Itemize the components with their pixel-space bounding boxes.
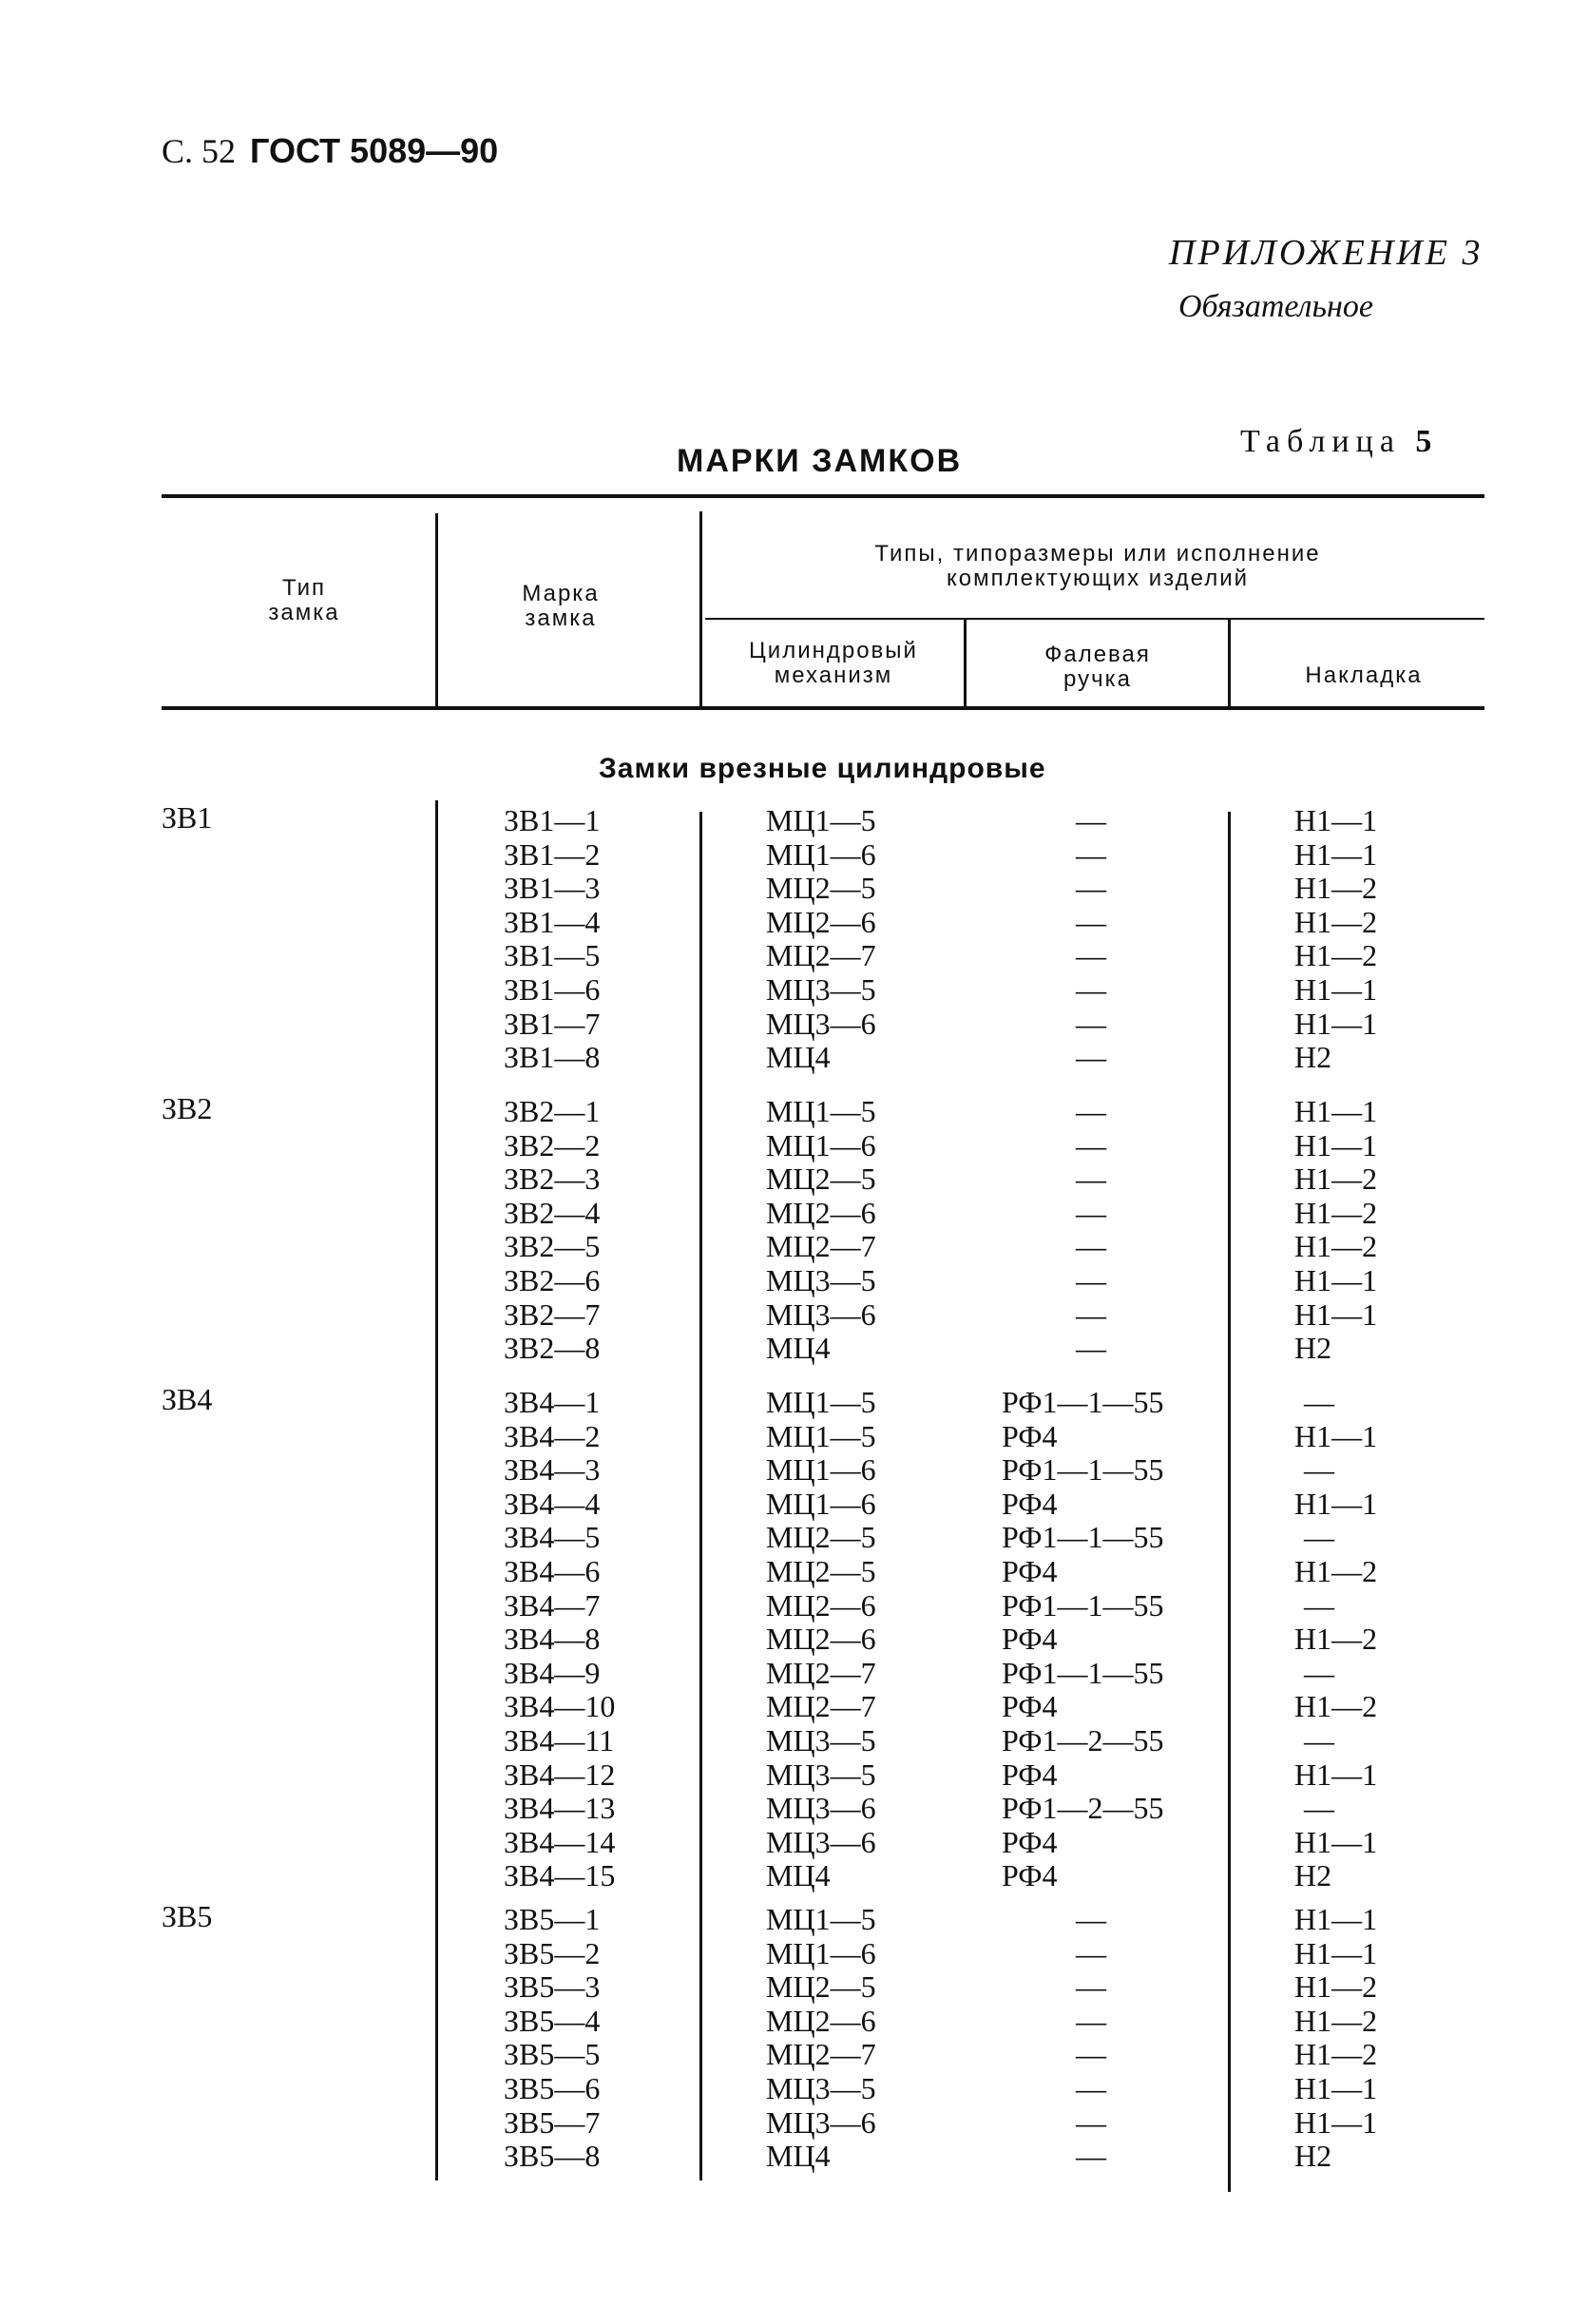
- cylinder-cell: МЦ1—6: [766, 1452, 876, 1488]
- cylinder-cell: МЦ2—6: [766, 1587, 876, 1623]
- lock-type-label: ЗВ1: [162, 800, 213, 835]
- cylinder-cell: МЦ3—6: [766, 2104, 876, 2140]
- cylinder-cell: МЦ3—5: [766, 972, 876, 1007]
- lock-mark-cell: ЗВ5—1: [504, 1902, 601, 1936]
- lock-mark-cell: ЗВ1—3: [504, 871, 601, 906]
- header-cylinder: [715, 639, 952, 688]
- header-cylinder-line1: Цилиндровый: [749, 638, 918, 663]
- handle-cell: РФ1—2—55: [1002, 1723, 1164, 1757]
- appendix-title: ПРИЛОЖЕНИЕ 3: [1169, 233, 1484, 273]
- cylinder-cell: МЦ1—5: [766, 1094, 876, 1128]
- handle-cell: РФ1—1—55: [1002, 1452, 1164, 1488]
- handle-cell: РФ1—2—55: [1002, 1791, 1164, 1826]
- cylinder-cell: МЦ1—6: [766, 1127, 876, 1162]
- handle-cell: —: [1076, 1263, 1106, 1297]
- handle-cell: РФ4: [1002, 1622, 1058, 1657]
- lock-mark-cell: ЗВ4—8: [504, 1622, 601, 1657]
- plate-cell: Н2: [1294, 1040, 1332, 1075]
- page-header: [162, 131, 498, 171]
- handle-cell: РФ4: [1002, 1858, 1058, 1893]
- plate-cell: —: [1304, 1520, 1334, 1555]
- plate-cell: Н2: [1294, 1858, 1332, 1893]
- cylinder-cell: МЦ2—5: [766, 871, 876, 906]
- table-label-text: Таблица: [1240, 424, 1401, 459]
- lock-mark-cell: ЗВ4—5: [504, 1520, 601, 1555]
- table-top-rule: [162, 494, 1484, 498]
- cylinder-cell: МЦ3—5: [766, 1723, 876, 1757]
- cylinder-cell: МЦ1—5: [766, 1418, 876, 1453]
- plate-cell: —: [1304, 1587, 1334, 1623]
- cylinder-cell: МЦ3—5: [766, 2071, 876, 2105]
- body-col-divider-1: [435, 800, 438, 2180]
- handle-cell: РФ1—1—55: [1002, 1520, 1164, 1555]
- handle-cell: РФ1—1—55: [1002, 1385, 1164, 1419]
- handle-cell: —: [1076, 2071, 1106, 2105]
- lock-mark-cell: ЗВ4—9: [504, 1655, 601, 1690]
- handle-cell: —: [1076, 1094, 1106, 1128]
- page-number: С. 52: [162, 132, 237, 170]
- body-col-divider-4: [1228, 812, 1231, 2192]
- cylinder-cell: МЦ3—5: [766, 1263, 876, 1297]
- handle-cell: —: [1076, 1195, 1106, 1230]
- handle-cell: —: [1076, 2037, 1106, 2072]
- cylinder-cell: МЦ3—6: [766, 1791, 876, 1826]
- plate-cell: Н1—2: [1294, 1554, 1378, 1588]
- cylinder-cell: МЦ3—6: [766, 1006, 876, 1041]
- handle-cell: —: [1076, 1935, 1106, 1970]
- plate-cell: Н1—1: [1294, 1006, 1378, 1041]
- cylinder-cell: МЦ1—5: [766, 803, 876, 837]
- body-col-divider-2: [699, 812, 702, 2180]
- plate-cell: Н1—1: [1294, 1296, 1378, 1332]
- cylinder-cell: МЦ4: [766, 1858, 831, 1893]
- lock-mark-cell: ЗВ1—8: [504, 1040, 601, 1075]
- plate-cell: —: [1304, 1791, 1334, 1826]
- header-cylinder-line2: механизм: [774, 663, 893, 688]
- lock-mark-cell: ЗВ1—4: [504, 904, 601, 939]
- plate-cell: Н1—1: [1294, 803, 1378, 837]
- lock-mark-cell: ЗВ4—15: [504, 1858, 616, 1893]
- plate-cell: Н1—2: [1294, 1689, 1378, 1724]
- cylinder-cell: МЦ2—7: [766, 1689, 876, 1724]
- table-number: 5: [1415, 424, 1432, 459]
- cylinder-cell: МЦ2—6: [766, 2003, 876, 2038]
- handle-cell: —: [1076, 1040, 1106, 1075]
- cylinder-cell: МЦ2—5: [766, 1162, 876, 1197]
- lock-mark-cell: ЗВ2—3: [504, 1162, 601, 1197]
- plate-cell: Н1—1: [1294, 2104, 1378, 2140]
- cylinder-cell: МЦ3—6: [766, 1824, 876, 1859]
- header-col-divider-4: [1228, 618, 1231, 708]
- cylinder-cell: МЦ2—7: [766, 2037, 876, 2072]
- handle-cell: РФ1—1—55: [1002, 1655, 1164, 1690]
- cylinder-cell: МЦ2—6: [766, 904, 876, 939]
- lock-mark-cell: ЗВ1—5: [504, 938, 601, 973]
- handle-cell: —: [1076, 1006, 1106, 1041]
- appendix-status: Обязательное: [1178, 289, 1373, 324]
- plate-cell: Н1—1: [1294, 1902, 1378, 1936]
- header-components-line2: комплектующих изделий: [946, 566, 1250, 591]
- lock-mark-cell: ЗВ4—12: [504, 1757, 616, 1792]
- cylinder-cell: МЦ4: [766, 2139, 831, 2174]
- standard-code: ГОСТ 5089—90: [250, 131, 499, 170]
- header-col-divider-1: [435, 513, 438, 708]
- plate-cell: Н1—1: [1294, 836, 1378, 872]
- lock-mark-cell: ЗВ4—10: [504, 1689, 616, 1724]
- cylinder-cell: МЦ4: [766, 1331, 831, 1366]
- cylinder-cell: МЦ2—7: [766, 1655, 876, 1690]
- section-title: Замки врезные цилиндровые: [599, 753, 1046, 784]
- handle-cell: —: [1076, 803, 1106, 837]
- lock-mark-cell: ЗВ5—6: [504, 2071, 601, 2105]
- plate-cell: Н1—1: [1294, 1935, 1378, 1970]
- plate-cell: —: [1304, 1452, 1334, 1488]
- cylinder-cell: МЦ1—6: [766, 836, 876, 872]
- lock-mark-cell: ЗВ4—3: [504, 1452, 601, 1488]
- lock-mark-cell: ЗВ2—2: [504, 1127, 601, 1162]
- handle-cell: —: [1076, 938, 1106, 973]
- cylinder-cell: МЦ1—6: [766, 1935, 876, 1970]
- cylinder-cell: МЦ4: [766, 1040, 831, 1075]
- lock-mark-cell: ЗВ2—8: [504, 1331, 601, 1366]
- header-plate: [1245, 663, 1483, 688]
- lock-mark-cell: ЗВ1—2: [504, 836, 601, 872]
- plate-cell: Н1—2: [1294, 1622, 1378, 1657]
- plate-cell: Н1—1: [1294, 2071, 1378, 2105]
- cylinder-cell: МЦ2—5: [766, 1554, 876, 1588]
- cylinder-cell: МЦ2—6: [766, 1622, 876, 1657]
- header-lock-mark-line1: Марка: [522, 581, 600, 606]
- lock-mark-cell: ЗВ2—7: [504, 1296, 601, 1332]
- plate-cell: Н1—1: [1294, 1486, 1378, 1521]
- plate-cell: Н1—2: [1294, 1162, 1378, 1197]
- plate-cell: Н1—2: [1294, 871, 1378, 906]
- lock-mark-cell: ЗВ5—2: [504, 1935, 601, 1970]
- handle-cell: —: [1076, 1127, 1106, 1162]
- header-bottom-rule: [162, 706, 1484, 710]
- header-col-divider-3: [964, 618, 967, 708]
- handle-cell: РФ1—1—55: [1002, 1587, 1164, 1623]
- lock-mark-cell: ЗВ1—7: [504, 1006, 601, 1041]
- plate-cell: Н1—2: [1294, 2003, 1378, 2038]
- components-divider-rule: [705, 618, 1484, 620]
- plate-cell: Н1—2: [1294, 904, 1378, 939]
- handle-cell: —: [1076, 972, 1106, 1007]
- handle-cell: —: [1076, 2104, 1106, 2140]
- cylinder-cell: МЦ1—5: [766, 1385, 876, 1419]
- handle-cell: РФ4: [1002, 1824, 1058, 1859]
- plate-cell: Н2: [1294, 1331, 1332, 1366]
- lock-mark-cell: ЗВ2—4: [504, 1195, 601, 1230]
- plate-cell: Н1—1: [1294, 1094, 1378, 1128]
- lock-mark-cell: ЗВ1—6: [504, 972, 601, 1007]
- handle-cell: РФ4: [1002, 1689, 1058, 1724]
- lock-mark-cell: ЗВ4—4: [504, 1486, 601, 1521]
- lock-mark-cell: ЗВ2—5: [504, 1229, 601, 1264]
- lock-mark-cell: ЗВ4—11: [504, 1723, 615, 1757]
- lock-type-label: ЗВ2: [162, 1091, 213, 1125]
- handle-cell: —: [1076, 1969, 1106, 2005]
- handle-cell: —: [1076, 1162, 1106, 1197]
- handle-cell: —: [1076, 904, 1106, 939]
- plate-cell: Н1—2: [1294, 938, 1378, 973]
- plate-cell: Н1—2: [1294, 1969, 1378, 2005]
- plate-cell: Н1—1: [1294, 972, 1378, 1007]
- header-handle-line1: Фалевая: [1044, 642, 1151, 667]
- plate-cell: Н1—1: [1294, 1127, 1378, 1162]
- plate-cell: Н2: [1294, 2139, 1332, 2174]
- plate-cell: Н1—1: [1294, 1418, 1378, 1453]
- lock-mark-cell: ЗВ2—1: [504, 1094, 601, 1128]
- cylinder-cell: МЦ1—5: [766, 1902, 876, 1936]
- header-lock-type: [209, 576, 399, 625]
- handle-cell: РФ4: [1002, 1757, 1058, 1792]
- cylinder-cell: МЦ2—6: [766, 1195, 876, 1230]
- lock-mark-cell: ЗВ4—7: [504, 1587, 601, 1623]
- handle-cell: —: [1076, 836, 1106, 872]
- header-handle-line2: ручка: [1063, 666, 1132, 692]
- cylinder-cell: МЦ2—7: [766, 938, 876, 973]
- handle-cell: —: [1076, 1331, 1106, 1366]
- cylinder-cell: МЦ2—5: [766, 1969, 876, 2005]
- plate-cell: —: [1304, 1655, 1334, 1690]
- cylinder-cell: МЦ2—5: [766, 1520, 876, 1555]
- handle-cell: —: [1076, 1229, 1106, 1264]
- cylinder-cell: МЦ1—6: [766, 1486, 876, 1521]
- plate-cell: —: [1304, 1385, 1334, 1419]
- plate-cell: Н1—1: [1294, 1824, 1378, 1859]
- cylinder-cell: МЦ3—5: [766, 1757, 876, 1792]
- lock-mark-cell: ЗВ4—6: [504, 1554, 601, 1588]
- lock-mark-cell: ЗВ5—8: [504, 2139, 601, 2174]
- lock-type-label: ЗВ5: [162, 1899, 213, 1933]
- handle-cell: РФ4: [1002, 1486, 1058, 1521]
- lock-mark-cell: ЗВ4—2: [504, 1418, 601, 1453]
- cylinder-cell: МЦ2—7: [766, 1229, 876, 1264]
- plate-cell: Н1—2: [1294, 2037, 1378, 2072]
- handle-cell: —: [1076, 871, 1106, 906]
- lock-mark-cell: ЗВ4—13: [504, 1791, 616, 1826]
- handle-cell: —: [1076, 2003, 1106, 2038]
- handle-cell: РФ4: [1002, 1554, 1058, 1588]
- header-components: [722, 542, 1473, 591]
- handle-cell: —: [1076, 2139, 1106, 2174]
- header-lock-mark-line2: замка: [525, 605, 597, 631]
- handle-cell: —: [1076, 1296, 1106, 1332]
- header-lock-mark: [466, 582, 656, 631]
- plate-cell: Н1—1: [1294, 1757, 1378, 1792]
- table-title: МАРКИ ЗАМКОВ: [677, 443, 963, 479]
- lock-mark-cell: ЗВ2—6: [504, 1263, 601, 1297]
- cylinder-cell: МЦ3—6: [766, 1296, 876, 1332]
- header-lock-type-line1: Тип: [281, 575, 326, 601]
- handle-cell: —: [1076, 1902, 1106, 1936]
- lock-mark-cell: ЗВ5—7: [504, 2104, 601, 2140]
- lock-mark-cell: ЗВ5—5: [504, 2037, 601, 2072]
- header-col-divider-2: [699, 511, 702, 708]
- lock-mark-cell: ЗВ5—3: [504, 1969, 601, 2005]
- header-handle: [979, 643, 1216, 692]
- table-label: [1240, 424, 1431, 460]
- plate-cell: Н1—2: [1294, 1195, 1378, 1230]
- plate-cell: —: [1304, 1723, 1334, 1757]
- lock-mark-cell: ЗВ1—1: [504, 803, 601, 837]
- lock-mark-cell: ЗВ4—1: [504, 1385, 601, 1419]
- plate-cell: Н1—2: [1294, 1229, 1378, 1264]
- lock-type-label: ЗВ4: [162, 1382, 213, 1416]
- lock-mark-cell: ЗВ5—4: [504, 2003, 601, 2038]
- header-plate-text: Накладка: [1305, 663, 1423, 688]
- header-lock-type-line2: замка: [268, 600, 340, 625]
- plate-cell: Н1—1: [1294, 1263, 1378, 1297]
- handle-cell: РФ4: [1002, 1418, 1058, 1453]
- lock-mark-cell: ЗВ4—14: [504, 1824, 616, 1859]
- header-components-line1: Типы, типоразмеры или исполнение: [874, 541, 1321, 567]
